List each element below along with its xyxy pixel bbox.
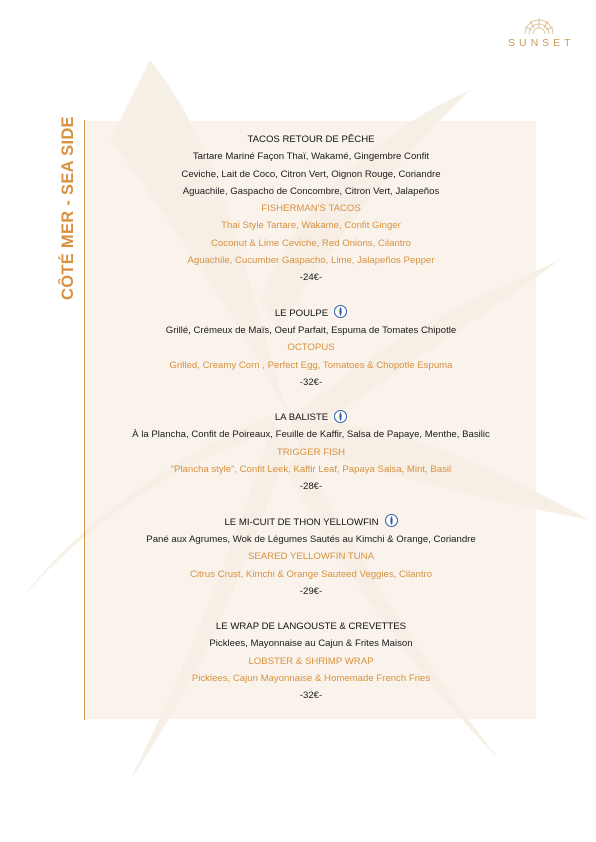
description-en: Citrus Crust, Kimchi & Orange Sauteed Veggies, Cilantro — [189, 568, 433, 580]
menu-item-title — [86, 305, 536, 322]
description-en: Coconut & Lime Ceviche, Red Onions, Cilantro — [211, 237, 411, 249]
dish-name: LE WRAP DE LANGOUSTE & CREVETTES — [215, 621, 407, 633]
allergen-badge-icon — [334, 305, 347, 318]
english-title: OCTOPUS — [287, 342, 335, 354]
english-title: SEARED YELLOWFIN TUNA — [248, 551, 374, 563]
description-en: Aguachile, Cucumber Gaspacho, Lime, Jalapeños Pepper — [187, 255, 435, 267]
menu-item — [86, 409, 536, 495]
brand-name: SUNSET — [508, 37, 575, 49]
sunburst-icon — [522, 16, 556, 36]
menu-item — [86, 618, 536, 704]
allergen-badge-icon — [334, 410, 347, 423]
menu-item-title — [86, 514, 536, 531]
english-title: LOBSTER & SHRIMP WRAP — [248, 655, 374, 667]
menu-item — [86, 131, 536, 287]
dish-name: LE POULPE — [274, 307, 329, 319]
dish-name: LA BALISTE — [274, 412, 329, 424]
brand-logo — [505, 16, 573, 62]
side-divider-line — [84, 120, 85, 720]
menu-item-title — [86, 131, 536, 148]
dish-name: LE MI-CUIT DE THON YELLOWFIN — [224, 516, 379, 528]
description-fr: À la Plancha, Confit de Poireaux, Feuille de Kaffir, Salsa de Papaye, Menthe, Basilic — [132, 429, 490, 441]
price: -32€- — [299, 376, 323, 388]
english-title: FISHERMAN'S TACOS — [261, 203, 361, 215]
description-fr: Ceviche, Lait de Coco, Citron Vert, Oignon Rouge, Coriandre — [181, 168, 441, 180]
description-en: Grilled, Creamy Corn , Perfect Egg, Tomatoes & Chopotle Espuma — [169, 359, 453, 371]
price: -28€- — [299, 481, 323, 493]
description-fr: Pané aux Agrumes, Wok de Légumes Sautés au Kimchi & Orange, Coriandre — [146, 533, 476, 545]
menu-list — [86, 131, 536, 723]
english-title: TRIGGER FISH — [276, 446, 346, 458]
description-fr: Aguachile, Gaspacho de Concombre, Citron Vert, Jalapeños — [182, 185, 440, 197]
price: -24€- — [299, 272, 323, 284]
description-fr: Grillé, Crémeux de Maïs, Oeuf Parfait, Espuma de Tomates Chipotle — [165, 324, 457, 336]
description-fr: Picklees, Mayonnaise au Cajun & Frites Maison — [209, 638, 413, 650]
menu-item — [86, 514, 536, 600]
description-en: Thai Style Tartare, Wakame, Confit Ginger — [221, 220, 401, 232]
price: -29€- — [299, 585, 323, 597]
price: -32€- — [299, 690, 323, 702]
menu-item-title — [86, 409, 536, 426]
description-en: Picklees, Cajun Mayonnaise & Homemade French Fries — [191, 673, 431, 685]
allergen-badge-icon — [385, 514, 398, 527]
section-side-title: CÔTÉ MER - SEA SIDE — [59, 116, 77, 300]
description-en: “Plancha style”, Confit Leek, Kaffir Leaf, Papaya Salsa, Mint, Basil — [170, 464, 452, 476]
menu-item — [86, 305, 536, 391]
dish-name: TACOS RETOUR DE PÊCHE — [247, 134, 375, 145]
menu-item-title — [86, 618, 536, 635]
description-fr: Tartare Mariné Façon Thaï, Wakamé, Gingembre Confit — [192, 151, 430, 163]
